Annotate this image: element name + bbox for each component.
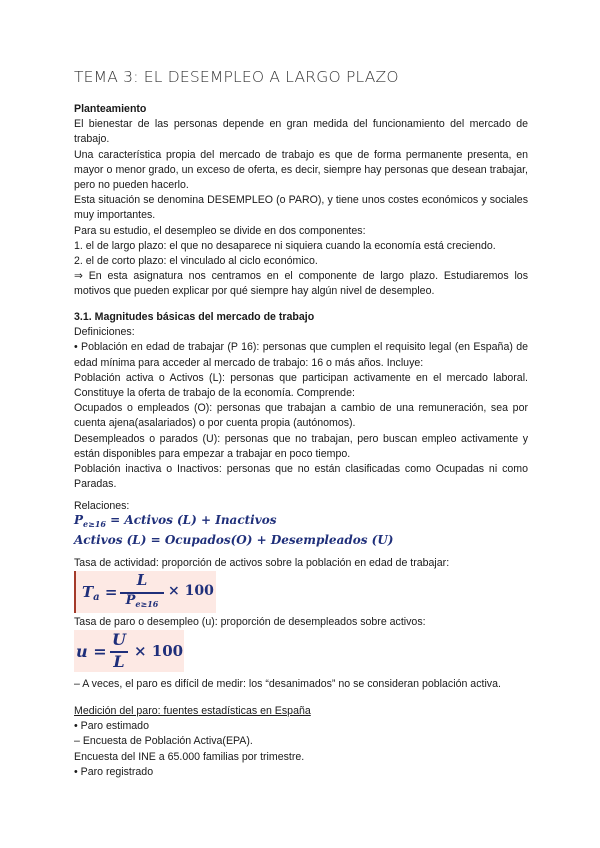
- paragraph: Desempleados o parados (U): personas que no trabajan, pero buscan empleo activamente y están disponibles para empezar a trabajar en poco tiempo.: [74, 432, 528, 460]
- formula-tasa-actividad: $T_a$ = L $P_{e\ge 16}$ × 100: [74, 571, 216, 613]
- section-heading: Planteamiento: [74, 103, 147, 115]
- section-heading: Medición del paro: fuentes estadísticas en España: [74, 705, 311, 717]
- list-item: 2. el de corto plazo: el vinculado al ciclo económico.: [74, 255, 318, 268]
- section-heading: 3.1. Magnitudes básicas del mercado de trabajo: [74, 311, 315, 323]
- paragraph: Esta situación se denomina DESEMPLEO (o PARO), y tiene unos costes económicos y sociales muy importantes.: [74, 194, 528, 222]
- section-planteamiento: [74, 102, 528, 300]
- paragraph: Ocupados o empleados (O): personas que trabajan a cambio de una remuneración, sea por cuenta ajena(asalariados) o por cuenta propia (autónomos).: [74, 402, 528, 430]
- section-magnitudes: [74, 310, 528, 492]
- paragraph: Población activa o Activos (L): personas que participan activamente en el mercado laboral. Constituye la oferta de trabajo de la economía. Comprende:: [74, 371, 528, 400]
- list-item: • Paro registrado: [74, 765, 154, 778]
- formula-poblacion: $P_{e\ge 16}$ = Activos (L) + Inactivos: [74, 513, 277, 529]
- paragraph: Población inactiva o Inactivos: personas que no están clasificadas como Ocupadas ni como Paradas.: [74, 463, 528, 491]
- list-item: – Encuesta de Población Activa(EPA).: [74, 735, 253, 748]
- paragraph: Para su estudio, el desempleo se divide en dos componentes:: [74, 224, 366, 237]
- formula-activos: Activos (L) = Ocupados(O) + Desempleados (U): [74, 533, 394, 547]
- formula-tasa-paro: u = U L × 100: [76, 630, 184, 671]
- page-title: TEMA 3: EL DESEMPLEO A LARGO PLAZO: [74, 68, 399, 86]
- section-medicion: [74, 704, 528, 780]
- paragraph: • Población en edad de trabajar (P 16): personas que cumplen el requisito legal (en España) de edad mínima para acceder al mercado de trabajo: 16 o más años. Incluye:: [74, 341, 528, 369]
- paragraph: Definiciones:: [74, 326, 135, 339]
- paragraph: ⇒ En esta asignatura nos centramos en el componente de largo plazo. Estudiaremos los motivos que pueden explicar por qué siempre hay algún nivel de desempleo.: [74, 270, 528, 298]
- paragraph: Una característica propia del mercado de trabajo es que de forma permanente presenta, en mayor o menor grado, un exceso de oferta, es decir, siempre hay personas que desean trabajar, pero no pueden hacerlo.: [74, 148, 528, 192]
- list-item: • Paro estimado: [74, 720, 149, 733]
- tasa-paro-label: Tasa de paro o desempleo (u): proporción de desempleados sobre activos:: [74, 616, 426, 628]
- desanimados-note: – A veces, el paro es difícil de medir: los “desanimados” no se consideran población activa.: [74, 678, 501, 690]
- paragraph: El bienestar de las personas depende en gran medida del funcionamiento del mercado de trabajo.: [74, 118, 528, 146]
- list-item: 1. el de largo plazo: el que no desaparece ni siquiera cuando la economía está creciendo.: [74, 239, 496, 252]
- list-item: Encuesta del INE a 65.000 familias por trimestre.: [74, 750, 305, 763]
- relaciones-label: Relaciones:: [74, 500, 130, 512]
- tasa-actividad-label: Tasa de actividad: proporción de activos sobre la población en edad de trabajar:: [74, 557, 450, 569]
